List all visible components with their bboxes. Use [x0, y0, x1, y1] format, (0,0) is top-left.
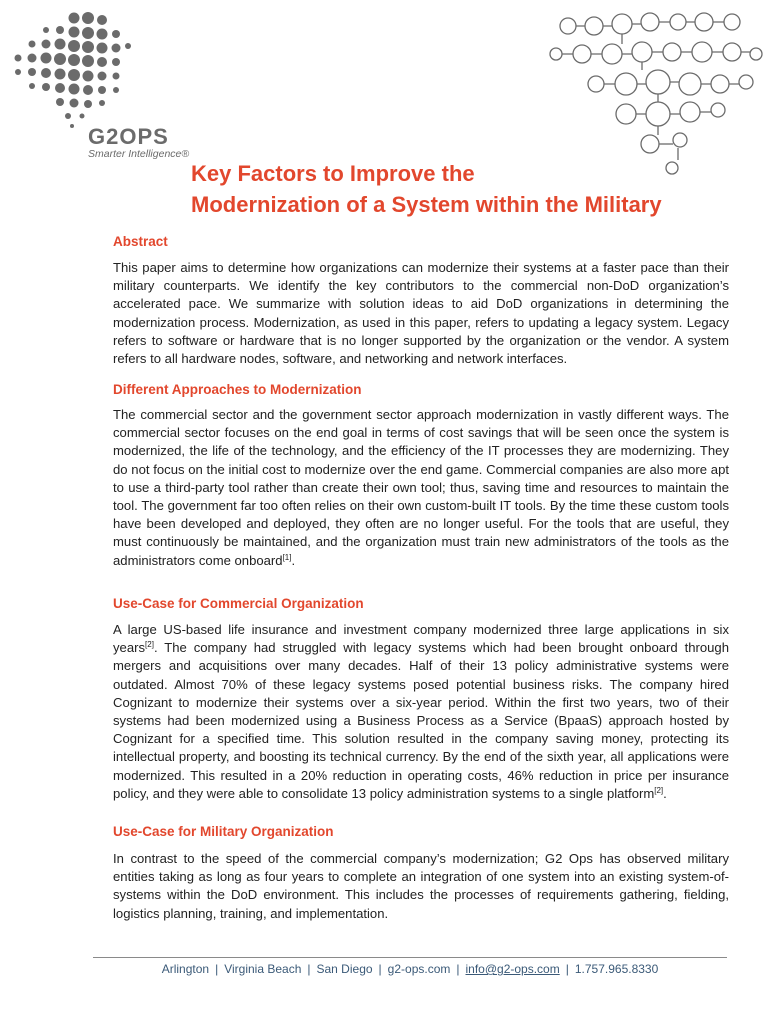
footer-city-arlington: Arlington	[161, 962, 210, 976]
footer-website-link[interactable]: g2-ops.com	[387, 962, 451, 976]
footer-separator: |	[565, 962, 569, 976]
commercial-text-a: A large US-based life insurance and investment company modernized three large applications in six years	[113, 622, 729, 656]
circuit-circles-icon	[540, 0, 768, 180]
logo-tagline: Smarter Intelligence®	[88, 148, 190, 160]
title-line-2: Modernization of a System within the Military	[191, 192, 662, 217]
commercial-heading: Use-Case for Commercial Organization	[113, 596, 364, 611]
military-heading: Use-Case for Military Organization	[113, 824, 334, 839]
footer-separator: |	[215, 962, 219, 976]
footer-separator: |	[456, 962, 460, 976]
commercial-text-b: . The company had struggled with legacy systems which had been brought onboard through mergers and acquisitions over many decades. Half of their 13 policy administrative systems were outdated. Almost 70% of these legacy systems posed potential business risks. The company hired Cognizant to modernize their systems over a six-year period. Within the first two years, two of their systems had been modernized using a Business Process as a Service (BpaaS) approach hosted by Cognizant for a specified time. This solution resulted in the company saving money, protecting its intellectual property, and boosting its technical currency. By the end of the sixth year, all applications were modernized. This resulted in a 20% reduction in operating costs, 46% reduction in price per insurance policy, and they were able to consolidate 13 policy administration systems to a single platform	[113, 640, 729, 801]
dot-cluster-logo-icon	[6, 6, 136, 134]
commercial-paragraph	[113, 621, 729, 803]
approaches-text: The commercial sector and the government sector approach modernization in vastly different ways. The commercial sector focuses on the end goal in terms of cost savings that will be seen once the system is modernized, the life of the technology, and the efficiency of the IT processes they are modernizing. They do not focus on the initial cost to modernize over the end game. Commercial companies are also more apt to use a third-party tool rather than create their own tool; thus, saving time and resources to maintain the tool. The government far too often relies on their own custom-built IT tools. By the time these custom tools have been developed and deployed, they often are no longer useful. For the tools that are useful, they must continuously be maintained, and the organization must train new administrators of the tools as the administrators come onboard	[113, 407, 729, 568]
military-paragraph: In contrast to the speed of the commercial company’s modernization; G2 Ops has observed military entities taking as long as four years to complete an integration of one system into an existing system-of-systems within the DoD environment. This includes the processes of requirements gathering, fielding, logistics planning, training, and implementation.	[113, 851, 729, 921]
footer-phone: 1.757.965.8330	[574, 962, 659, 976]
footer-city-san-diego: San Diego	[316, 962, 373, 976]
footer	[93, 962, 727, 976]
citation-2b: [2]	[654, 785, 664, 795]
title-line-1: Key Factors to Improve the	[191, 161, 475, 186]
footer-divider	[93, 957, 727, 958]
abstract-heading: Abstract	[113, 234, 168, 249]
citation-2a: [2]	[145, 640, 154, 650]
commercial-tail: .	[663, 785, 667, 801]
page-title	[191, 158, 662, 220]
approaches-paragraph	[113, 406, 729, 570]
footer-separator: |	[307, 962, 311, 976]
footer-email-link[interactable]: info@g2-ops.com	[465, 962, 560, 976]
abstract-paragraph: This paper aims to determine how organizations can modernize their systems at a faster pace than their military counterparts. We identify the key contributors to the commercial non-DoD organization’s accelerated pace. We summarize with solution ideas to aid DoD organizations in determining the modernization process. Modernization, as used in this paper, refers to updating a legacy system. Legacy refers to software or hardware that is no longer supported by the organization or the vendor. A system refers to all hardware nodes, software, and networking and network interfaces.	[113, 260, 729, 367]
footer-separator: |	[378, 962, 382, 976]
footer-city-virginia-beach: Virginia Beach	[224, 962, 302, 976]
citation-1: [1]	[282, 552, 292, 562]
approaches-heading: Different Approaches to Modernization	[113, 382, 362, 397]
logo-wordmark: G2OPS	[88, 124, 169, 149]
approaches-tail: .	[291, 552, 296, 568]
